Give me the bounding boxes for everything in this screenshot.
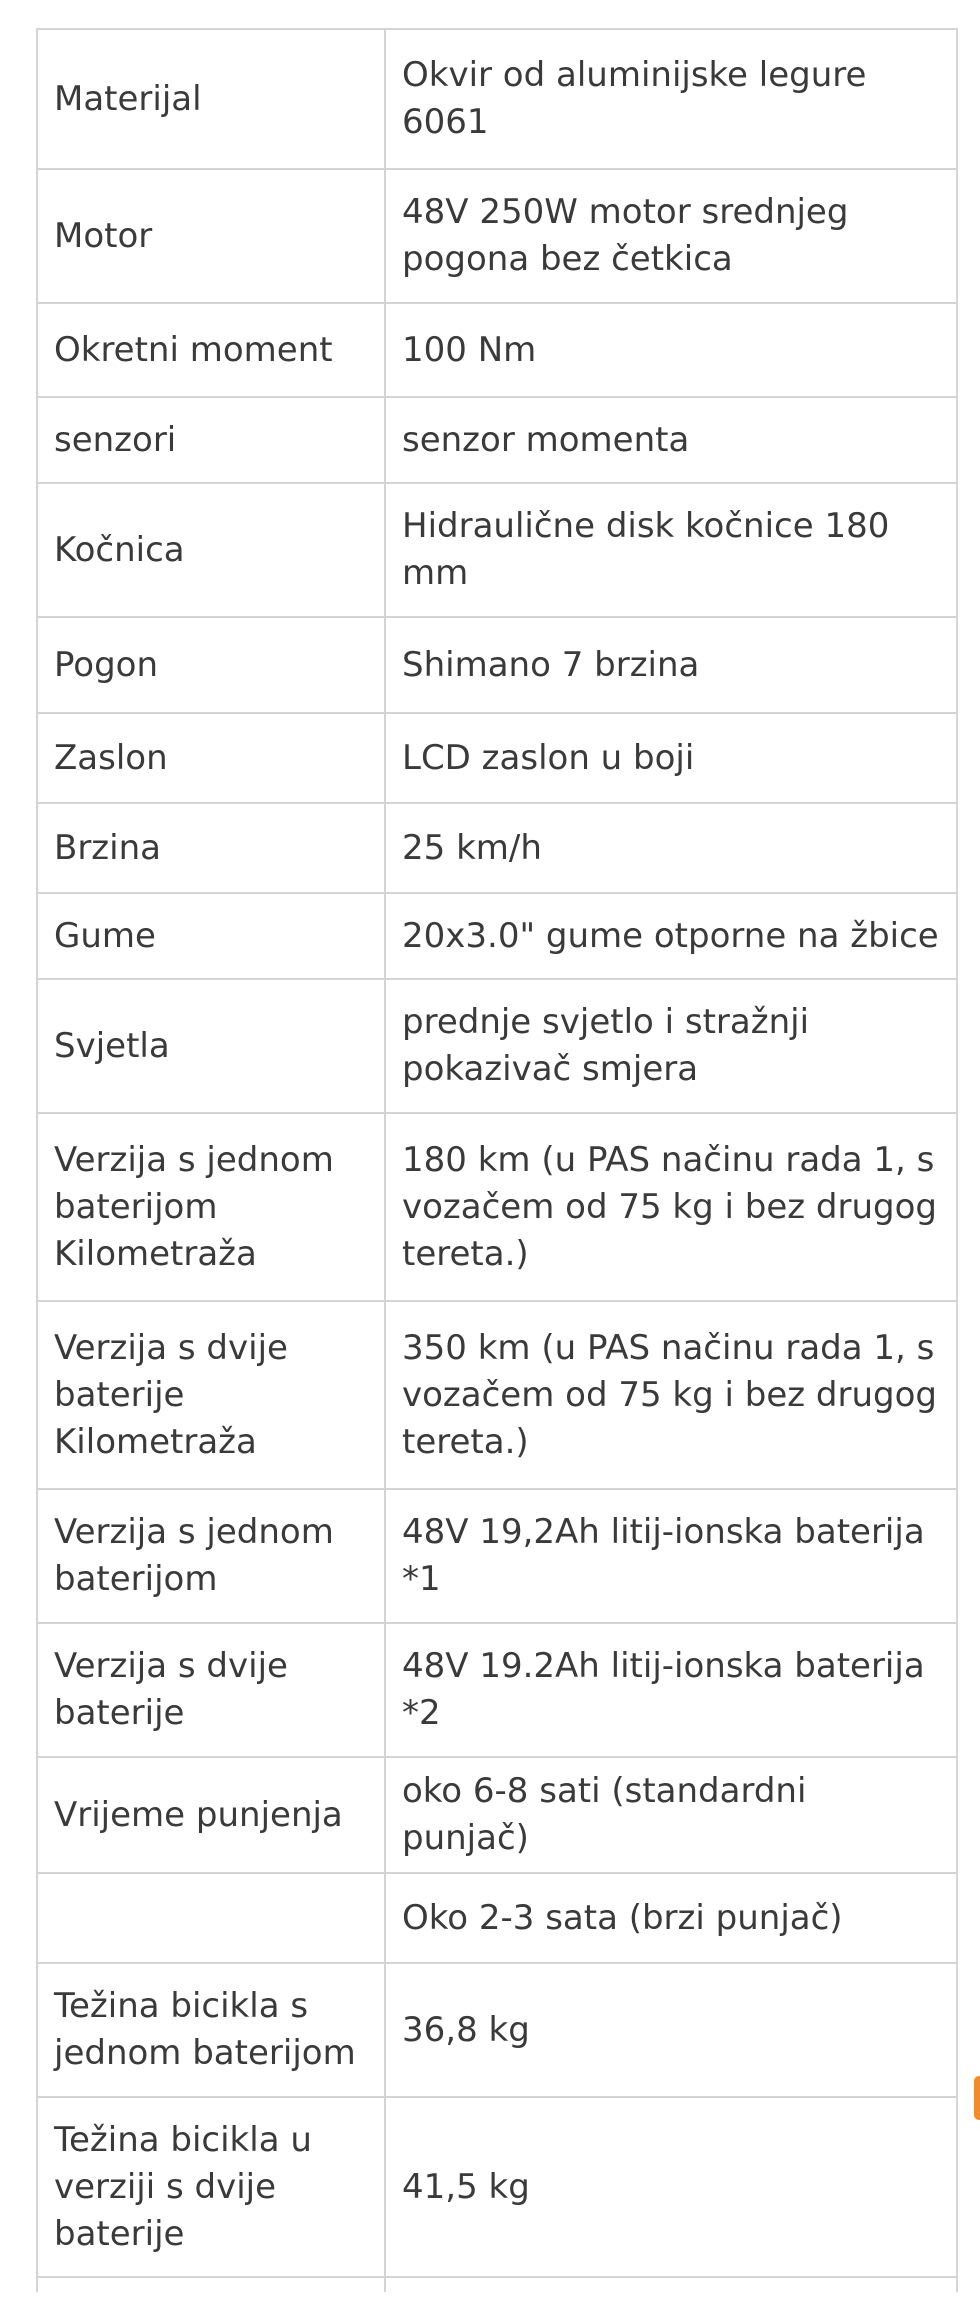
spec-value: Okvir od aluminijske legure 6061 — [385, 29, 957, 169]
spec-value: 36,8 kg — [385, 1963, 957, 2097]
spec-value: 41,5 kg — [385, 2097, 957, 2277]
spec-row — [37, 1963, 957, 2097]
spec-row-partial — [37, 2277, 957, 2292]
spec-value: Oko 2-3 sata (brzi punjač) — [385, 1873, 957, 1963]
spec-label: Težina bicikla s jednom baterijom — [37, 1963, 385, 2097]
spec-label: Verzija s jednom baterijom Kilometraža — [37, 1113, 385, 1301]
spec-label — [37, 1873, 385, 1963]
spec-label: Gume — [37, 893, 385, 979]
spec-value: prednje svjetlo i stražnji pokazivač smjera — [385, 979, 957, 1113]
spec-label: Kočnica — [37, 483, 385, 617]
spec-row — [37, 713, 957, 803]
spec-label: Okretni moment — [37, 303, 385, 397]
spec-row — [37, 303, 957, 397]
spec-value: 48V 250W motor srednjeg pogona bez četkica — [385, 169, 957, 303]
spec-label: Pogon — [37, 617, 385, 713]
spec-label: Verzija s dvije baterije — [37, 1623, 385, 1757]
spec-value: oko 6-8 sati (standardni punjač) — [385, 1757, 957, 1873]
spec-row — [37, 169, 957, 303]
spec-row — [37, 893, 957, 979]
spec-value: 350 km (u PAS načinu rada 1, s vozačem od 75 kg i bez drugog tereta.) — [385, 1301, 957, 1489]
spec-row — [37, 29, 957, 169]
spec-value: senzor momenta — [385, 397, 957, 483]
spec-row — [37, 2097, 957, 2277]
spec-label: Brzina — [37, 803, 385, 893]
spec-row — [37, 397, 957, 483]
spec-value-empty — [385, 2277, 957, 2292]
spec-value: 20x3.0" gume otporne na žbice — [385, 893, 957, 979]
spec-row — [37, 483, 957, 617]
spec-value: Hidraulične disk kočnice 180 mm — [385, 483, 957, 617]
spec-row — [37, 617, 957, 713]
spec-value: 180 km (u PAS načinu rada 1, s vozačem od 75 kg i bez drugog tereta.) — [385, 1113, 957, 1301]
spec-value: 48V 19,2Ah litij-ionska baterija *1 — [385, 1489, 957, 1623]
spec-row — [37, 1873, 957, 1963]
spec-label: Svjetla — [37, 979, 385, 1113]
spec-value: 100 Nm — [385, 303, 957, 397]
spec-label: senzori — [37, 397, 385, 483]
spec-value: 25 km/h — [385, 803, 957, 893]
spec-table-body — [37, 29, 957, 2292]
spec-label: Zaslon — [37, 713, 385, 803]
spec-label: Vrijeme punjenja — [37, 1757, 385, 1873]
spec-table — [36, 28, 958, 2292]
spec-row — [37, 1623, 957, 1757]
spec-row — [37, 1301, 957, 1489]
spec-label: Motor — [37, 169, 385, 303]
spec-row — [37, 1489, 957, 1623]
spec-value: Shimano 7 brzina — [385, 617, 957, 713]
spec-value: LCD zaslon u boji — [385, 713, 957, 803]
spec-row — [37, 803, 957, 893]
spec-row — [37, 979, 957, 1113]
spec-label: Verzija s jednom baterijom — [37, 1489, 385, 1623]
spec-value: 48V 19.2Ah litij-ionska baterija *2 — [385, 1623, 957, 1757]
spec-label: Verzija s dvije baterije Kilometraža — [37, 1301, 385, 1489]
spec-label: Materijal — [37, 29, 385, 169]
spec-label-empty — [37, 2277, 385, 2292]
edge-accent-mark — [974, 2076, 980, 2120]
spec-label: Težina bicikla u verziji s dvije baterije — [37, 2097, 385, 2277]
spec-row — [37, 1757, 957, 1873]
spec-row — [37, 1113, 957, 1301]
